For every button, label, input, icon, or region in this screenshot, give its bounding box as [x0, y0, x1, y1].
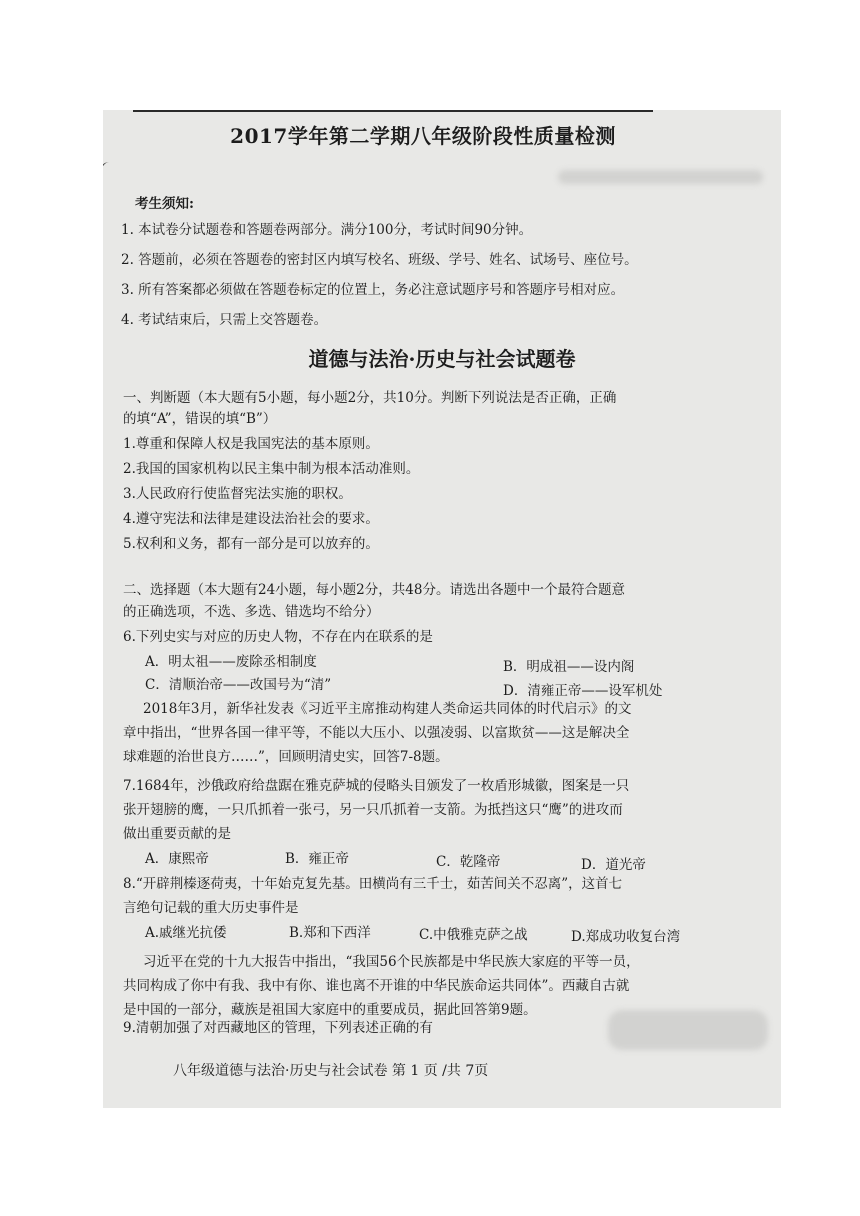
option-a: A．康熙帝 — [145, 851, 209, 867]
option-b: B.郑和下西洋 — [289, 925, 371, 941]
question-stem: 8.“开辟荆榛逐荷夷，十年始克复先基。田横尚有三千士，茹苦间关不忍离”，这首七 — [123, 876, 623, 892]
question-stem: 言绝句记载的重大历史事件是 — [123, 900, 299, 916]
redacted-area — [558, 170, 763, 184]
passage-line: 习近平在党的十九大报告中指出，“我国56个民族都是中华民族大家庭的平等一员， — [143, 954, 640, 970]
pen-mark — [103, 160, 118, 193]
passage-line: 是中国的一部分，藏族是祖国大家庭中的重要成员，据此回答第9题。 — [123, 1002, 537, 1018]
notice-item: 3. 所有答案都必须做在答题卷标定的位置上，务必注意试题序号和答题序号相对应。 — [121, 282, 625, 298]
option-d: D．道光帝 — [581, 857, 646, 873]
judgment-item: 4.遵守宪法和法律是建设法治社会的要求。 — [123, 511, 379, 527]
judgment-item: 5.权利和义务，都有一部分是可以放弃的。 — [123, 536, 379, 552]
option-d: D.郑成功收复台湾 — [571, 929, 681, 945]
question-stem: 9.清朝加强了对西藏地区的管理，下列表述正确的有 — [123, 1020, 433, 1036]
option-c: C．乾隆帝 — [436, 854, 501, 870]
passage-line: 共同构成了你中有我、我中有你、谁也离不开谁的中华民族命运共同体”。西藏自古就 — [123, 978, 630, 994]
judgment-item: 3.人民政府行使监督宪法实施的职权。 — [123, 486, 352, 502]
option-c: C．清顺治帝——改国号为“清” — [145, 677, 332, 693]
section2-heading: 二、选择题（本大题有24小题，每小题2分，共48分。请选出各题中一个最符合题意 — [123, 582, 625, 598]
redacted-area — [608, 1010, 768, 1050]
exam-title: 2017学年第二学期八年级阶段性质量检测 — [230, 124, 616, 148]
section2-heading: 的正确选项，不选、多选、错选均不给分） — [123, 604, 380, 620]
option-d: D．清雍正帝——设军机处 — [503, 683, 663, 699]
notice-item: 2. 答题前，必须在答题卷的密封区内填写校名、班级、学号、姓名、试场号、座位号。 — [121, 252, 638, 268]
section1-heading: 的填“A”，错误的填“B”） — [123, 411, 277, 427]
option-c: C.中俄雅克萨之战 — [419, 927, 528, 943]
question-stem: 做出重要贡献的是 — [123, 826, 231, 842]
option-a: A.戚继光抗倭 — [145, 925, 227, 941]
section1-heading: 一、判断题（本大题有5小题，每小题2分，共10分。判断下列说法是否正确，正确 — [123, 390, 617, 406]
passage-line: 球难题的治世良方……”，回顾明清史实，回答7-8题。 — [123, 749, 449, 765]
passage-line: 章中指出，“世界各国一律平等，不能以大压小、以强凌弱、以富欺贫——这是解决全 — [123, 725, 630, 741]
option-b: B．明成祖——设内阁 — [503, 659, 635, 675]
question-stem: 张开翅膀的鹰，一只爪抓着一张弓，另一只爪抓着一支箭。为抵挡这只“鹰”的进攻而 — [123, 802, 623, 818]
judgment-item: 1.尊重和保障人权是我国宪法的基本原则。 — [123, 436, 379, 452]
judgment-item: 2.我国的国家机构以民主集中制为根本活动准则。 — [123, 461, 420, 477]
question-stem: 7.1684年，沙俄政府给盘踞在雅克萨城的侵略头目颁发了一枚盾形城徽，图案是一只 — [123, 778, 630, 794]
question-stem: 6.下列史实与对应的历史人物，不存在内在联系的是 — [123, 629, 433, 645]
page-footer: 八年级道德与法治·历史与社会试卷 第 1 页 /共 7页 — [173, 1063, 489, 1079]
passage-line: 2018年3月，新华社发表《习近平主席推动构建人类命运共同体的时代启示》的文 — [143, 701, 632, 717]
notice-heading: 考生须知: — [135, 196, 194, 212]
option-a: A．明太祖——废除丞相制度 — [145, 654, 317, 670]
notice-item: 1. 本试卷分试题卷和答题卷两部分。满分100分，考试时间90分钟。 — [121, 222, 533, 238]
exam-paper — [103, 110, 781, 1108]
notice-item: 4. 考试结束后，只需上交答题卷。 — [121, 312, 328, 328]
paper-subtitle: 道德与法治·历史与社会试题卷 — [308, 347, 576, 371]
top-rule — [133, 110, 653, 112]
option-b: B．雍正帝 — [285, 851, 349, 867]
